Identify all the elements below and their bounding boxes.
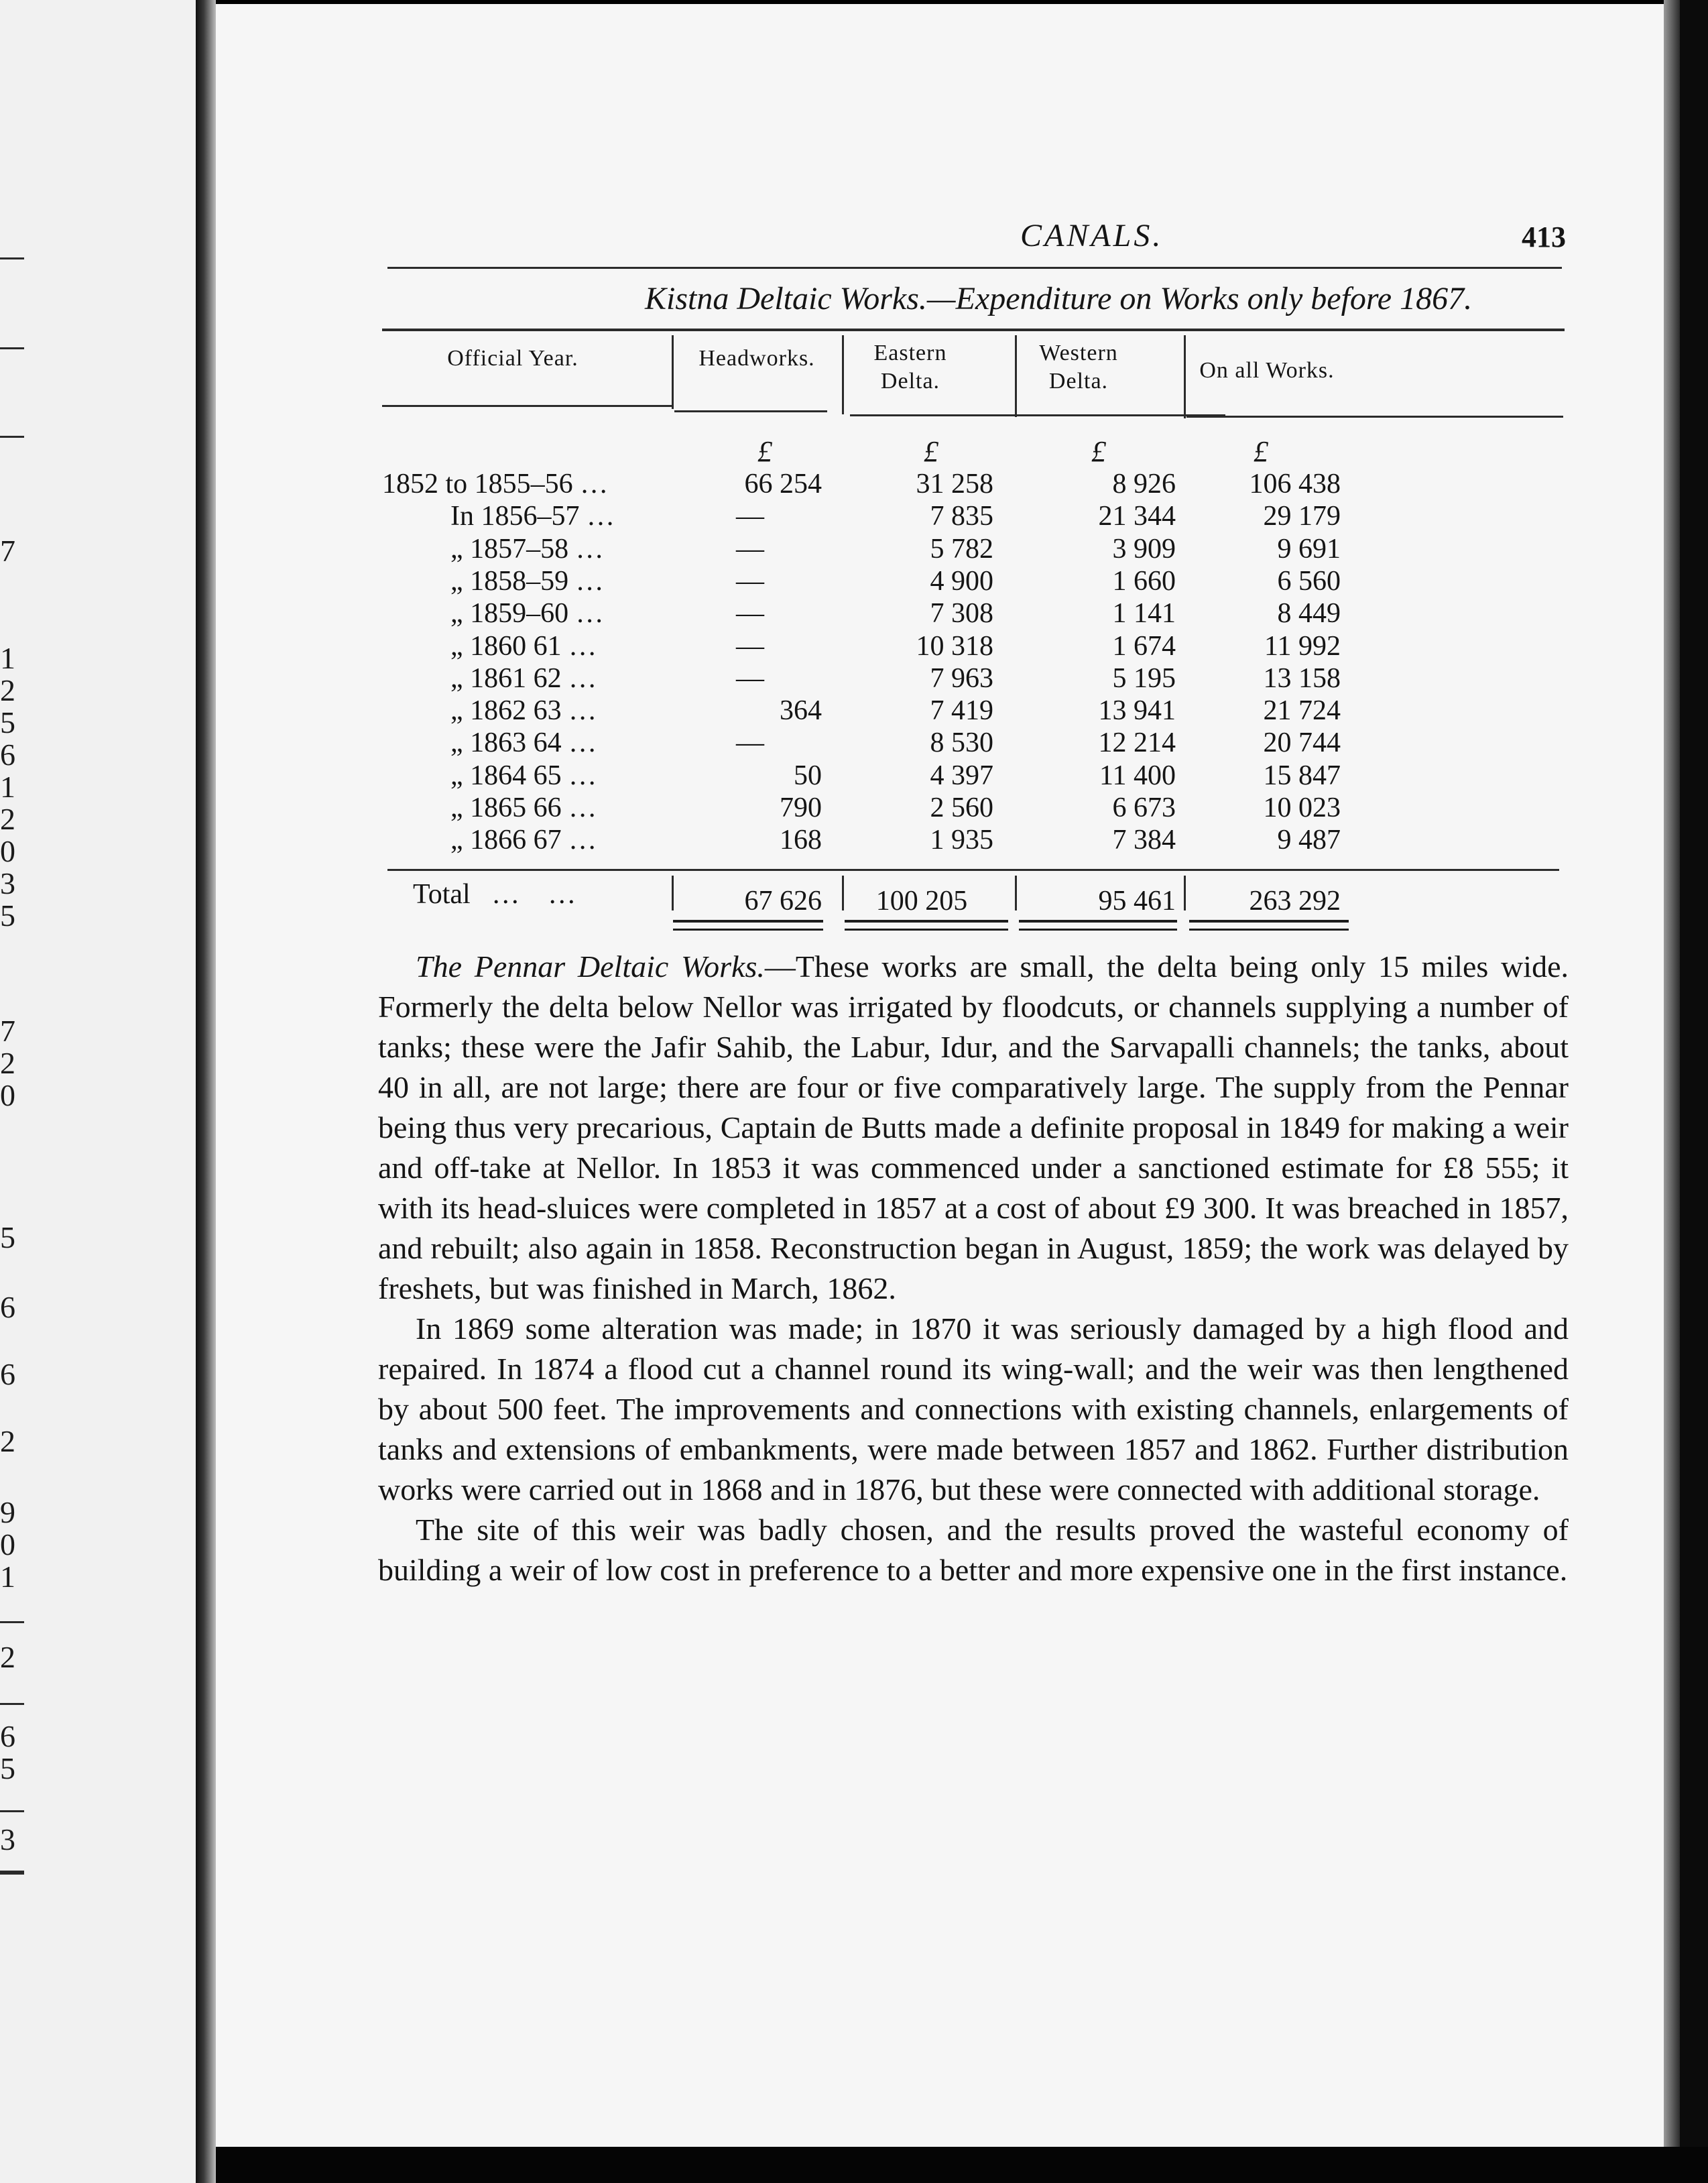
rule (1184, 335, 1186, 418)
cell-eastern: 8 530 (930, 727, 993, 759)
facing-page-mark: 6 (0, 738, 15, 772)
cell-western: 12 214 (1098, 727, 1176, 759)
total-underline (1019, 920, 1177, 931)
cell-year: „ 1857–58 … (450, 533, 604, 565)
cell-eastern: 2 560 (930, 792, 993, 823)
currency-mark: £ (757, 435, 772, 468)
table-row (216, 760, 1664, 792)
facing-page-rule (0, 1871, 24, 1875)
rule (1186, 416, 1563, 418)
currency-mark: £ (924, 435, 938, 468)
rule (387, 267, 1562, 269)
facing-page-mark: 0 (0, 1527, 15, 1561)
rule (382, 329, 1565, 331)
total-label: Total … … (413, 879, 576, 910)
book-gutter (196, 0, 216, 2183)
cell-western: 13 941 (1098, 695, 1176, 727)
scan-border (1680, 0, 1708, 2183)
total-underline (1189, 920, 1349, 931)
facing-page-mark: 6 (0, 1357, 15, 1391)
facing-page-mark: 3 (0, 866, 15, 900)
table-row (216, 824, 1664, 856)
facing-page-mark: 1 (0, 1559, 15, 1594)
facing-page-rule (0, 1621, 24, 1623)
rule (672, 876, 674, 910)
cell-year: „ 1862 63 … (450, 695, 597, 727)
total-headworks: 67 626 (744, 886, 822, 917)
table-row (216, 630, 1664, 662)
table-row (216, 792, 1664, 824)
rule (382, 405, 673, 407)
cell-all: 9 691 (1277, 533, 1341, 565)
cell-all: 15 847 (1263, 760, 1341, 791)
facing-page-rule (0, 257, 24, 259)
facing-page-mark: 0 (0, 1078, 15, 1112)
facing-page-mark: 5 (0, 1220, 15, 1254)
cell-western: 3 909 (1112, 533, 1176, 565)
total-underline (845, 920, 1008, 931)
facing-page-mark: 5 (0, 898, 15, 933)
cell-eastern: 7 419 (930, 695, 993, 727)
currency-mark: £ (1254, 435, 1268, 468)
facing-page-mark: 2 (0, 802, 15, 836)
facing-page (0, 0, 196, 2183)
col-header-western: Western Delta. (1039, 341, 1118, 394)
total-underline (673, 920, 823, 931)
facing-page-mark: 2 (0, 1046, 15, 1080)
facing-page-rule (0, 436, 24, 438)
section-title: The Pennar Deltaic Works. (416, 949, 765, 984)
cell-headworks: 790 (780, 792, 822, 823)
facing-page-mark: 5 (0, 705, 15, 740)
cell-year: „ 1860 61 … (450, 630, 597, 662)
cell-western: 21 344 (1098, 501, 1176, 532)
cell-headworks: — (736, 630, 764, 662)
cell-all: 106 438 (1249, 469, 1341, 499)
facing-page-mark: 2 (0, 1640, 15, 1674)
cell-headworks: — (736, 598, 764, 630)
rule (842, 876, 844, 910)
cell-headworks: — (736, 533, 764, 565)
table-row (216, 565, 1664, 597)
facing-page-mark: 2 (0, 1424, 15, 1458)
facing-page-mark: 2 (0, 673, 15, 707)
cell-eastern: 7 835 (930, 501, 993, 532)
cell-western: 5 195 (1112, 662, 1176, 694)
currency-mark: £ (1091, 435, 1106, 468)
facing-page-mark: 1 (0, 641, 15, 675)
cell-all: 13 158 (1263, 662, 1341, 694)
total-western: 95 461 (1098, 886, 1176, 917)
col-header-year: Official Year. (447, 346, 578, 371)
facing-page-mark: 6 (0, 1719, 15, 1753)
cell-eastern: 4 900 (930, 565, 993, 597)
cell-eastern: 31 258 (916, 469, 993, 499)
cell-western: 7 384 (1112, 825, 1176, 856)
total-eastern: 100 205 (875, 886, 968, 917)
cell-year: „ 1865 66 … (450, 792, 597, 823)
paragraph: In 1869 some alteration was made; in 1870 it was seriously damaged by a high flood and repaired. In 1874 a flood cut a channel round its wing-wall; and the weir was then lengthened by about 500 feet. The improvements and connections with existing channels, enlargements of tanks and extensions of embankments, were made between 1857 and 1862. Further distribution works were carried out in 1868 and in 1876, but these were connected with additional storage. (378, 1311, 1569, 1507)
cell-headworks: 66 254 (744, 469, 822, 499)
rule (674, 410, 827, 412)
cell-eastern: 1 935 (930, 825, 993, 856)
cell-all: 21 724 (1263, 695, 1341, 727)
rule (672, 335, 674, 409)
cell-headworks: — (736, 662, 764, 694)
cell-headworks: — (736, 565, 764, 597)
facing-page-mark: 6 (0, 1290, 15, 1324)
cell-all: 20 744 (1263, 727, 1341, 759)
rule (850, 414, 1225, 416)
table-row (216, 597, 1664, 630)
cell-all: 11 992 (1264, 630, 1341, 662)
page-edge (1664, 0, 1680, 2183)
cell-western: 6 673 (1112, 792, 1176, 823)
book-page (216, 4, 1664, 2147)
cell-year: „ 1859–60 … (450, 598, 604, 630)
cell-western: 1 660 (1112, 565, 1176, 597)
facing-page-mark: 7 (0, 1014, 15, 1048)
cell-eastern: 4 397 (930, 760, 993, 791)
cell-headworks: 168 (780, 825, 822, 856)
cell-year: „ 1863 64 … (450, 727, 597, 759)
cell-western: 11 400 (1099, 760, 1176, 791)
cell-year: „ 1861 62 … (450, 662, 597, 694)
cell-year: In 1856–57 … (450, 501, 615, 532)
body-text (378, 947, 1569, 1590)
paragraph-body: —These works are small, the delta being only 15 miles wide. Formerly the delta below Nellor was irrigated by floodcuts, or channels supplying a number of tanks; these were the Jafir Sahib, the Labur, Idur, and the Sarvapalli channels; the tanks, about 40 in all, are not large; there are four or five comparatively large. The supply from the Pennar being thus very precarious, Captain de Butts made a definite proposal in 1849 for making a weir and off-take at Nellor. In 1853 it was commenced under a sanctioned estimate for £8 555; it with its head-sluices were completed in 1857 at a cost of about £9 300. It was breached in 1857, and rebuilt; also again in 1858. Reconstruction began in August, 1859; the work was delayed by freshets, but was finished in March, 1862. (378, 949, 1569, 1305)
cell-eastern: 5 782 (930, 533, 993, 565)
paragraph (378, 947, 1569, 1309)
rule (1015, 335, 1017, 417)
table-row (216, 662, 1664, 695)
cell-eastern: 7 963 (930, 662, 993, 694)
cell-headworks: — (736, 501, 764, 532)
cell-eastern: 7 308 (930, 598, 993, 630)
facing-page-mark: 7 (0, 534, 15, 568)
col-header-eastern: Eastern Delta. (873, 341, 947, 394)
facing-page-mark: 3 (0, 1822, 15, 1856)
table-row (216, 500, 1664, 532)
cell-all: 8 449 (1277, 598, 1341, 630)
cell-all: 10 023 (1263, 792, 1341, 823)
cell-year: „ 1864 65 … (450, 760, 597, 791)
table-row (216, 695, 1664, 727)
facing-page-rule (0, 1810, 24, 1812)
facing-page-rule (0, 347, 24, 349)
table-row (216, 727, 1664, 759)
total-all: 263 292 (1249, 886, 1341, 917)
paragraph: The site of this weir was badly chosen, and the results proved the wasteful economy of building a weir of low cost in preference to a better and more expensive one in the first instance. (378, 1513, 1569, 1587)
rule (1015, 876, 1017, 910)
table-row (216, 533, 1664, 565)
cell-year: 1852 to 1855–56 … (382, 469, 609, 499)
rule (1184, 876, 1186, 910)
cell-western: 1 674 (1112, 630, 1176, 662)
cell-all: 29 179 (1263, 501, 1341, 532)
cell-western: 1 141 (1112, 598, 1176, 630)
cell-year: „ 1858–59 … (450, 565, 604, 597)
cell-headworks: 50 (794, 760, 822, 791)
col-header-all: On all Works. (1199, 358, 1335, 383)
page-number: 413 (1522, 221, 1566, 253)
facing-page-mark: 9 (0, 1495, 15, 1529)
facing-page-mark: 5 (0, 1751, 15, 1785)
facing-page-mark: 1 (0, 770, 15, 804)
cell-all: 9 487 (1277, 825, 1341, 856)
cell-western: 8 926 (1112, 469, 1176, 499)
col-header-headworks: Headworks. (698, 346, 815, 371)
facing-page-rule (0, 1703, 24, 1705)
cell-headworks: 364 (780, 695, 822, 727)
rule (387, 869, 1559, 871)
cell-headworks: — (736, 727, 764, 759)
table-row (216, 468, 1664, 500)
rule (842, 335, 844, 414)
table-caption: Kistna Deltaic Works.—Expenditure on Works only before 1867. (645, 281, 1473, 316)
cell-eastern: 10 318 (916, 630, 993, 662)
cell-all: 6 560 (1277, 565, 1341, 597)
running-head: CANALS. (1020, 218, 1164, 253)
scan-border (216, 2147, 1708, 2183)
facing-page-mark: 0 (0, 834, 15, 868)
cell-year: „ 1866 67 … (450, 825, 597, 856)
